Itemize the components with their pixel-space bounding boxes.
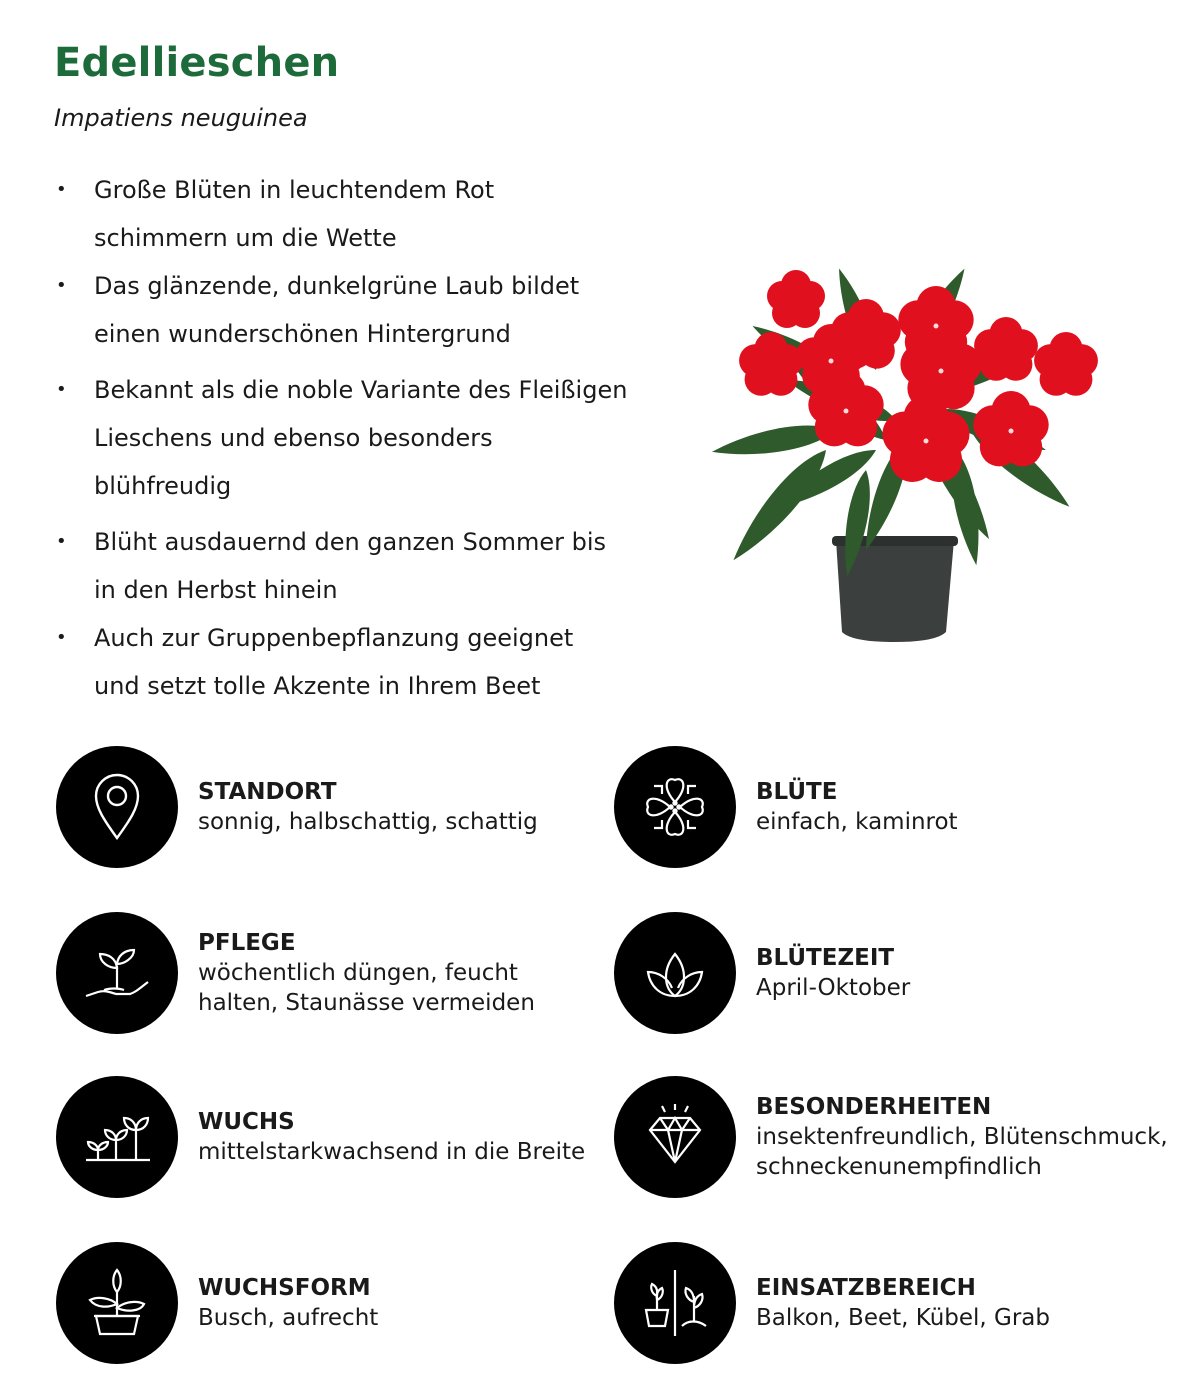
feature-value: wöchentlich düngen, feucht [198,960,518,986]
feature-value: Busch, aufrecht [198,1305,379,1331]
bullet-text: Das glänzende, dunkelgrüne Laub bildet [94,272,580,300]
bullet-dot: • [56,531,67,552]
bullet-text: schimmern um die Wette [94,224,397,252]
feature-value: halten, Staunässe vermeiden [198,990,535,1016]
feature-icon-circle [614,746,736,868]
feature-label: BESONDERHEITEN [756,1094,992,1120]
feature-value: schneckenunempfindlich [756,1154,1042,1180]
bullet-dot: • [56,379,67,400]
potted-plant-icon [74,1260,160,1346]
feature-besonderheiten [614,1076,1168,1198]
feature-value: mittelstarkwachsend in die Breite [198,1139,586,1165]
feature-bluete [614,746,958,868]
feature-label: BLÜTE [756,779,838,805]
bullet-dot: • [56,179,67,200]
bullet-text: und setzt tolle Akzente in Ihrem Beet [94,672,541,700]
diamond-icon [632,1094,718,1180]
bullet-text: Bekannt als die noble Variante des Fleißigen [94,376,628,404]
feature-icon-circle [56,912,178,1034]
blossom-icon [632,764,718,850]
bullet-text: Blüht ausdauernd den ganzen Sommer bis [94,528,606,556]
feature-einsatzbereich [614,1242,1050,1364]
bullet-dot: • [56,627,67,648]
feature-label: WUCHS [198,1109,295,1135]
page-title: Edellieschen [54,40,340,86]
feature-bluetezeit [614,912,910,1034]
feature-standort [56,746,538,868]
botanical-name: Impatiens neuguinea [54,104,308,132]
feature-icon-circle [56,1242,178,1364]
lotus-icon [632,930,718,1016]
location-pin-icon [74,764,160,850]
feature-label: PFLEGE [198,930,296,956]
hand-seedling-icon [74,930,160,1016]
feature-icon-circle [56,1076,178,1198]
feature-icon-circle [56,746,178,868]
feature-label: WUCHSFORM [198,1275,371,1301]
pot-and-ground-plant-icon [632,1260,718,1346]
feature-label: STANDORT [198,779,337,805]
feature-value: Balkon, Beet, Kübel, Grab [756,1305,1051,1331]
feature-wuchsform [56,1242,378,1364]
bullet-text: Große Blüten in leuchtendem Rot [94,176,495,204]
feature-value: April-Oktober [756,975,911,1001]
feature-icon-circle [614,1076,736,1198]
feature-value: einfach, kaminrot [756,809,958,835]
bullet-text: einen wunderschönen Hintergrund [94,320,511,348]
feature-value: insektenfreundlich, Blütenschmuck, [756,1124,1168,1150]
bullet-text: Auch zur Gruppenbepflanzung geeignet [94,624,574,652]
bullet-text: in den Herbst hinein [94,576,338,604]
growing-sprouts-icon [74,1094,160,1180]
feature-label: BLÜTEZEIT [756,945,895,971]
bullet-text: Lieschens und ebenso besonders blühfreudig [94,424,493,500]
feature-label: EINSATZBEREICH [756,1275,976,1301]
feature-icon-circle [614,912,736,1034]
feature-icon-circle [614,1242,736,1364]
feature-wuchs [56,1076,585,1198]
feature-pflege [56,912,535,1034]
bullet-dot: • [56,275,67,296]
feature-value: sonnig, halbschattig, schattig [198,809,538,835]
